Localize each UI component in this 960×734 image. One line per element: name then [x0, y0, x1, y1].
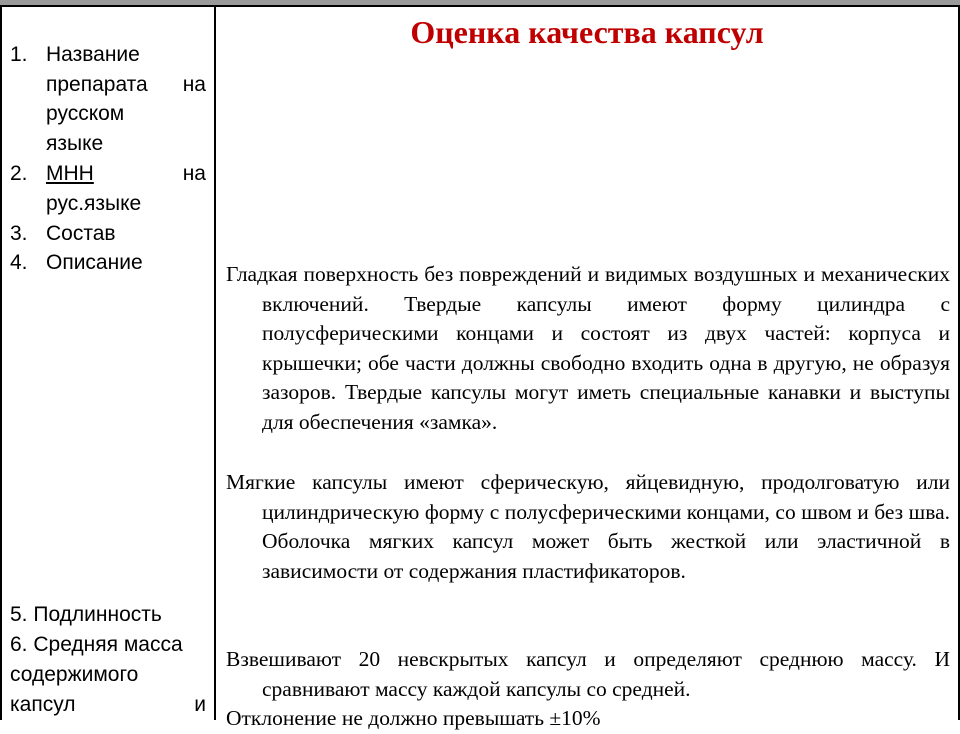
criteria-text	[46, 219, 206, 249]
criteria-item-composition	[10, 219, 206, 249]
criteria-line: Описание	[46, 251, 143, 274]
table-column-divider	[214, 5, 216, 720]
criteria-number: 3.	[10, 222, 28, 245]
criteria-item-mass-line: 6. Средняя масса	[10, 633, 183, 656]
criteria-item-authenticity: 5. Подлинность	[10, 603, 162, 626]
criteria-text	[46, 40, 206, 158]
criteria-line: рус.языке	[46, 191, 142, 215]
mass-deviation-text	[226, 704, 950, 734]
criteria-item-mass-line: капсул и	[10, 693, 206, 716]
criteria-item-inn	[10, 159, 206, 219]
table-top-rule	[0, 5, 960, 7]
criteria-number: 2.	[10, 162, 28, 185]
inn-abbrev: МНН	[46, 162, 94, 185]
paragraph-text: Отклонение не должно превышать ±10%	[226, 706, 601, 730]
criteria-item-description	[10, 248, 206, 278]
criteria-item-name	[10, 40, 206, 158]
criteria-number: 4.	[10, 251, 28, 274]
criteria-number: 1.	[10, 43, 28, 66]
paragraph-text: Взвешивают 20 невскрытых капсул и определяют среднюю массу. И сравнивают массу каждой капсулы со средней.	[226, 647, 950, 701]
criteria-line: Название	[46, 43, 140, 66]
criteria-list-lower	[10, 600, 206, 720]
criteria-text	[46, 159, 206, 218]
description-soft-capsules	[226, 468, 950, 586]
criteria-line: препарата на	[46, 72, 206, 96]
criteria-line: Состав	[46, 222, 116, 245]
paragraph-text: Мягкие капсулы имеют сферическую, яйцевидную, продолговатую или цилиндрическую форму с полусферическими концами, со швом и без шва. Оболочка мягких капсул может быть жесткой или эластичной в зависимости от содержания пластификаторов.	[226, 470, 950, 583]
criteria-text	[46, 248, 206, 278]
paragraph-text: Гладкая поверхность без повреждений и видимых воздушных и механических включений. Твердые капсулы имеют форму цилиндра с полусферическими концами и состоят из двух частей: корпуса и крышечки; обе части должны свободно входить одна в другую, не образуя зазоров. Твердые капсулы могут иметь специальные канавки и выступы для обеспечения «замка».	[226, 262, 950, 434]
table-left-rule	[0, 5, 2, 720]
criteria-line: языке	[46, 131, 104, 155]
criteria-line: русском	[46, 102, 125, 125]
criteria-item-mass-line: содержимого	[10, 663, 139, 686]
description-hard-capsules	[226, 260, 950, 437]
criteria-line: МНН на	[46, 162, 206, 185]
mass-method-text	[226, 645, 950, 704]
slide-title: Оценка качества капсул	[410, 14, 764, 50]
